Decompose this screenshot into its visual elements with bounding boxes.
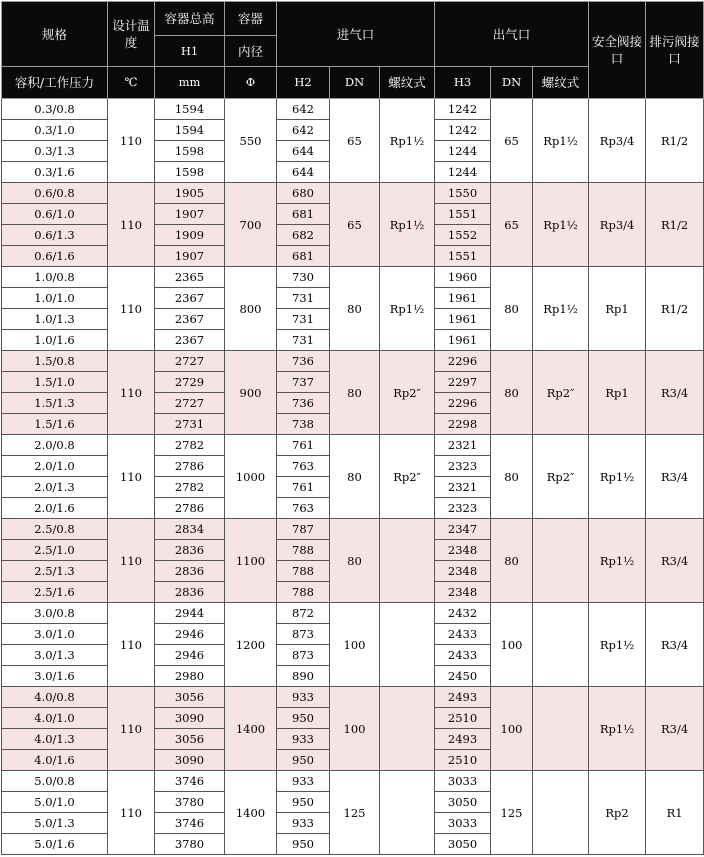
h1-cell: 1907 xyxy=(155,246,225,267)
table-header xyxy=(2,2,704,99)
spec-cell: 2.0/0.8 xyxy=(2,435,108,456)
header-inner-diameter: 内径 xyxy=(225,36,277,67)
h3-cell: 2347 xyxy=(435,519,491,540)
outlet-dn-cell: 65 xyxy=(491,183,533,267)
h1-cell: 3090 xyxy=(155,708,225,729)
header-outlet: 出气口 xyxy=(435,2,589,67)
inlet-dn-cell: 65 xyxy=(330,99,380,183)
design-temp-cell: 110 xyxy=(108,519,155,603)
h2-cell: 736 xyxy=(277,393,330,414)
inlet-thread-cell xyxy=(380,603,435,687)
h1-cell: 3780 xyxy=(155,834,225,855)
header-inlet: 进气口 xyxy=(277,2,435,67)
h3-cell: 1551 xyxy=(435,246,491,267)
inlet-dn-cell: 80 xyxy=(330,519,380,603)
header-spec: 规格 xyxy=(2,2,108,67)
inner-diameter-cell: 1200 xyxy=(225,603,277,687)
h1-cell: 3090 xyxy=(155,750,225,771)
inner-diameter-cell: 1100 xyxy=(225,519,277,603)
h1-cell: 1907 xyxy=(155,204,225,225)
h1-cell: 2786 xyxy=(155,498,225,519)
outlet-dn-cell: 125 xyxy=(491,771,533,855)
h2-cell: 950 xyxy=(277,750,330,771)
drain-valve-cell: R1 xyxy=(646,771,704,855)
table-row xyxy=(2,519,704,540)
h2-cell: 788 xyxy=(277,561,330,582)
inlet-thread-cell xyxy=(380,771,435,855)
h1-cell: 3746 xyxy=(155,813,225,834)
spec-group xyxy=(2,519,704,603)
h3-cell: 2297 xyxy=(435,372,491,393)
outlet-thread-cell: Rp1½ xyxy=(533,267,589,351)
h2-cell: 730 xyxy=(277,267,330,288)
spec-cell: 1.0/1.0 xyxy=(2,288,108,309)
table-row xyxy=(2,603,704,624)
h1-cell: 3056 xyxy=(155,729,225,750)
header-mm: mm xyxy=(155,67,225,99)
header-inlet-thread: 螺纹式 xyxy=(380,67,435,99)
spec-cell: 3.0/1.3 xyxy=(2,645,108,666)
inlet-dn-cell: 80 xyxy=(330,351,380,435)
h3-cell: 2298 xyxy=(435,414,491,435)
outlet-dn-cell: 65 xyxy=(491,99,533,183)
table-row xyxy=(2,771,704,792)
h3-cell: 1244 xyxy=(435,141,491,162)
h1-cell: 3746 xyxy=(155,771,225,792)
inner-diameter-cell: 700 xyxy=(225,183,277,267)
h1-cell: 2367 xyxy=(155,288,225,309)
h3-cell: 2432 xyxy=(435,603,491,624)
spec-group xyxy=(2,771,704,855)
h3-cell: 2321 xyxy=(435,477,491,498)
inlet-dn-cell: 125 xyxy=(330,771,380,855)
h2-cell: 731 xyxy=(277,330,330,351)
outlet-thread-cell: Rp2″ xyxy=(533,435,589,519)
spec-cell: 1.5/1.6 xyxy=(2,414,108,435)
h3-cell: 2321 xyxy=(435,435,491,456)
table-row xyxy=(2,99,704,120)
spec-cell: 2.5/1.0 xyxy=(2,540,108,561)
h2-cell: 873 xyxy=(277,624,330,645)
h3-cell: 3050 xyxy=(435,834,491,855)
h2-cell: 682 xyxy=(277,225,330,246)
h3-cell: 2510 xyxy=(435,708,491,729)
drain-valve-cell: R3/4 xyxy=(646,435,704,519)
spec-cell: 2.0/1.0 xyxy=(2,456,108,477)
spec-group xyxy=(2,687,704,771)
h3-cell: 1552 xyxy=(435,225,491,246)
table-row xyxy=(2,183,704,204)
h2-cell: 731 xyxy=(277,288,330,309)
inlet-dn-cell: 100 xyxy=(330,687,380,771)
spec-cell: 0.3/1.6 xyxy=(2,162,108,183)
h2-cell: 787 xyxy=(277,519,330,540)
header-outlet-thread: 螺纹式 xyxy=(533,67,589,99)
spec-cell: 2.5/1.6 xyxy=(2,582,108,603)
drain-valve-cell: R1/2 xyxy=(646,267,704,351)
h2-cell: 890 xyxy=(277,666,330,687)
spec-cell: 1.5/1.0 xyxy=(2,372,108,393)
spec-cell: 3.0/1.6 xyxy=(2,666,108,687)
outlet-dn-cell: 100 xyxy=(491,687,533,771)
h2-cell: 642 xyxy=(277,120,330,141)
inlet-dn-cell: 80 xyxy=(330,435,380,519)
header-h2: H2 xyxy=(277,67,330,99)
h1-cell: 2946 xyxy=(155,624,225,645)
safety-valve-cell: Rp1½ xyxy=(589,519,646,603)
h3-cell: 1961 xyxy=(435,288,491,309)
spec-cell: 5.0/1.0 xyxy=(2,792,108,813)
h1-cell: 2782 xyxy=(155,477,225,498)
inlet-thread-cell xyxy=(380,519,435,603)
spec-cell: 2.5/0.8 xyxy=(2,519,108,540)
table-row xyxy=(2,351,704,372)
h3-cell: 1961 xyxy=(435,309,491,330)
spec-group xyxy=(2,603,704,687)
h2-cell: 681 xyxy=(277,204,330,225)
design-temp-cell: 110 xyxy=(108,267,155,351)
outlet-thread-cell xyxy=(533,771,589,855)
spec-group xyxy=(2,351,704,435)
h3-cell: 2348 xyxy=(435,561,491,582)
spec-cell: 0.3/1.0 xyxy=(2,120,108,141)
spec-cell: 3.0/1.0 xyxy=(2,624,108,645)
header-celsius: ℃ xyxy=(108,67,155,99)
spec-cell: 0.3/0.8 xyxy=(2,99,108,120)
h2-cell: 738 xyxy=(277,414,330,435)
h2-cell: 763 xyxy=(277,498,330,519)
outlet-dn-cell: 80 xyxy=(491,351,533,435)
h2-cell: 736 xyxy=(277,351,330,372)
h1-cell: 2786 xyxy=(155,456,225,477)
inlet-thread-cell: Rp2″ xyxy=(380,351,435,435)
h2-cell: 642 xyxy=(277,99,330,120)
spec-cell: 0.6/0.8 xyxy=(2,183,108,204)
design-temp-cell: 110 xyxy=(108,603,155,687)
safety-valve-cell: Rp3/4 xyxy=(589,99,646,183)
outlet-thread-cell xyxy=(533,603,589,687)
h1-cell: 2367 xyxy=(155,330,225,351)
h1-cell: 2727 xyxy=(155,351,225,372)
spec-cell: 1.5/0.8 xyxy=(2,351,108,372)
h1-cell: 2946 xyxy=(155,645,225,666)
h2-cell: 873 xyxy=(277,645,330,666)
h2-cell: 950 xyxy=(277,792,330,813)
spec-cell: 3.0/0.8 xyxy=(2,603,108,624)
spec-cell: 0.6/1.0 xyxy=(2,204,108,225)
safety-valve-cell: Rp2 xyxy=(589,771,646,855)
inlet-dn-cell: 65 xyxy=(330,183,380,267)
h1-cell: 2367 xyxy=(155,309,225,330)
h1-cell: 2727 xyxy=(155,393,225,414)
h2-cell: 763 xyxy=(277,456,330,477)
h1-cell: 3780 xyxy=(155,792,225,813)
header-design-temp: 设计温度 xyxy=(108,2,155,67)
h3-cell: 2493 xyxy=(435,687,491,708)
h1-cell: 2782 xyxy=(155,435,225,456)
h3-cell: 2323 xyxy=(435,456,491,477)
outlet-dn-cell: 80 xyxy=(491,519,533,603)
header-h3: H3 xyxy=(435,67,491,99)
inlet-thread-cell xyxy=(380,687,435,771)
h3-cell: 1242 xyxy=(435,120,491,141)
h1-cell: 2980 xyxy=(155,666,225,687)
spec-group xyxy=(2,183,704,267)
drain-valve-cell: R3/4 xyxy=(646,519,704,603)
h2-cell: 761 xyxy=(277,477,330,498)
spec-group xyxy=(2,435,704,519)
inner-diameter-cell: 1400 xyxy=(225,771,277,855)
h1-cell: 1598 xyxy=(155,162,225,183)
drain-valve-cell: R3/4 xyxy=(646,603,704,687)
h3-cell: 2433 xyxy=(435,645,491,666)
h2-cell: 788 xyxy=(277,540,330,561)
outlet-thread-cell: Rp1½ xyxy=(533,183,589,267)
spec-cell: 4.0/1.0 xyxy=(2,708,108,729)
outlet-thread-cell: Rp2″ xyxy=(533,351,589,435)
spec-cell: 5.0/1.3 xyxy=(2,813,108,834)
h2-cell: 737 xyxy=(277,372,330,393)
inner-diameter-cell: 550 xyxy=(225,99,277,183)
drain-valve-cell: R3/4 xyxy=(646,687,704,771)
h2-cell: 681 xyxy=(277,246,330,267)
spec-cell: 1.0/1.3 xyxy=(2,309,108,330)
inlet-thread-cell: Rp2″ xyxy=(380,435,435,519)
h3-cell: 2450 xyxy=(435,666,491,687)
h3-cell: 2493 xyxy=(435,729,491,750)
h2-cell: 644 xyxy=(277,162,330,183)
header-volume-pressure: 容积/工作压力 xyxy=(2,67,108,99)
inlet-dn-cell: 100 xyxy=(330,603,380,687)
h1-cell: 1598 xyxy=(155,141,225,162)
h1-cell: 2944 xyxy=(155,603,225,624)
h3-cell: 2296 xyxy=(435,351,491,372)
h1-cell: 1909 xyxy=(155,225,225,246)
spec-cell: 5.0/1.6 xyxy=(2,834,108,855)
h3-cell: 1242 xyxy=(435,99,491,120)
h3-cell: 2433 xyxy=(435,624,491,645)
h2-cell: 680 xyxy=(277,183,330,204)
spec-group xyxy=(2,267,704,351)
h3-cell: 2296 xyxy=(435,393,491,414)
h1-cell: 2836 xyxy=(155,561,225,582)
h3-cell: 3050 xyxy=(435,792,491,813)
safety-valve-cell: Rp1 xyxy=(589,351,646,435)
table-row xyxy=(2,687,704,708)
design-temp-cell: 110 xyxy=(108,183,155,267)
header-drain-valve: 排污阀接口 xyxy=(646,2,704,99)
safety-valve-cell: Rp1 xyxy=(589,267,646,351)
inner-diameter-cell: 1400 xyxy=(225,687,277,771)
outlet-dn-cell: 80 xyxy=(491,435,533,519)
h2-cell: 933 xyxy=(277,687,330,708)
h3-cell: 3033 xyxy=(435,813,491,834)
spec-cell: 1.5/1.3 xyxy=(2,393,108,414)
h1-cell: 2836 xyxy=(155,540,225,561)
h2-cell: 933 xyxy=(277,771,330,792)
h3-cell: 1961 xyxy=(435,330,491,351)
design-temp-cell: 110 xyxy=(108,99,155,183)
inlet-dn-cell: 80 xyxy=(330,267,380,351)
spec-table xyxy=(1,1,704,855)
spec-cell: 1.0/0.8 xyxy=(2,267,108,288)
h1-cell: 2731 xyxy=(155,414,225,435)
design-temp-cell: 110 xyxy=(108,435,155,519)
spec-group xyxy=(2,99,704,183)
spec-cell: 4.0/1.6 xyxy=(2,750,108,771)
h3-cell: 1550 xyxy=(435,183,491,204)
h3-cell: 2510 xyxy=(435,750,491,771)
safety-valve-cell: Rp1½ xyxy=(589,603,646,687)
h3-cell: 1960 xyxy=(435,267,491,288)
spec-cell: 4.0/0.8 xyxy=(2,687,108,708)
h2-cell: 761 xyxy=(277,435,330,456)
h3-cell: 3033 xyxy=(435,771,491,792)
header-safety-valve: 安全阀接口 xyxy=(589,2,646,99)
drain-valve-cell: R1/2 xyxy=(646,99,704,183)
drain-valve-cell: R3/4 xyxy=(646,351,704,435)
h2-cell: 731 xyxy=(277,309,330,330)
h1-cell: 2834 xyxy=(155,519,225,540)
h1-cell: 2836 xyxy=(155,582,225,603)
inner-diameter-cell: 800 xyxy=(225,267,277,351)
h2-cell: 872 xyxy=(277,603,330,624)
safety-valve-cell: Rp1½ xyxy=(589,687,646,771)
h1-cell: 2365 xyxy=(155,267,225,288)
outlet-dn-cell: 100 xyxy=(491,603,533,687)
header-inlet-dn: DN xyxy=(330,67,380,99)
design-temp-cell: 110 xyxy=(108,771,155,855)
h1-cell: 3056 xyxy=(155,687,225,708)
table-row xyxy=(2,435,704,456)
safety-valve-cell: Rp1½ xyxy=(589,435,646,519)
h3-cell: 2348 xyxy=(435,540,491,561)
h2-cell: 950 xyxy=(277,834,330,855)
outlet-thread-cell xyxy=(533,519,589,603)
outlet-dn-cell: 80 xyxy=(491,267,533,351)
inlet-thread-cell: Rp1½ xyxy=(380,267,435,351)
spec-cell: 2.0/1.3 xyxy=(2,477,108,498)
header-container: 容器 xyxy=(225,2,277,36)
header-outlet-dn: DN xyxy=(491,67,533,99)
drain-valve-cell: R1/2 xyxy=(646,183,704,267)
spec-cell: 0.3/1.3 xyxy=(2,141,108,162)
outlet-thread-cell: Rp1½ xyxy=(533,99,589,183)
h3-cell: 2348 xyxy=(435,582,491,603)
h1-cell: 1905 xyxy=(155,183,225,204)
h2-cell: 644 xyxy=(277,141,330,162)
h2-cell: 933 xyxy=(277,729,330,750)
inner-diameter-cell: 900 xyxy=(225,351,277,435)
spec-cell: 2.0/1.6 xyxy=(2,498,108,519)
spec-cell: 0.6/1.6 xyxy=(2,246,108,267)
header-total-height: 容器总高 xyxy=(155,2,225,36)
h2-cell: 788 xyxy=(277,582,330,603)
h1-cell: 2729 xyxy=(155,372,225,393)
h3-cell: 1244 xyxy=(435,162,491,183)
h3-cell: 1551 xyxy=(435,204,491,225)
spec-cell: 5.0/0.8 xyxy=(2,771,108,792)
h3-cell: 2323 xyxy=(435,498,491,519)
h1-cell: 1594 xyxy=(155,120,225,141)
spec-cell: 2.5/1.3 xyxy=(2,561,108,582)
h2-cell: 950 xyxy=(277,708,330,729)
inlet-thread-cell: Rp1½ xyxy=(380,99,435,183)
spec-cell: 4.0/1.3 xyxy=(2,729,108,750)
h2-cell: 933 xyxy=(277,813,330,834)
safety-valve-cell: Rp3/4 xyxy=(589,183,646,267)
outlet-thread-cell xyxy=(533,687,589,771)
design-temp-cell: 110 xyxy=(108,351,155,435)
spec-cell: 1.0/1.6 xyxy=(2,330,108,351)
inlet-thread-cell: Rp1½ xyxy=(380,183,435,267)
table-row xyxy=(2,267,704,288)
header-h1: H1 xyxy=(155,36,225,67)
h1-cell: 1594 xyxy=(155,99,225,120)
design-temp-cell: 110 xyxy=(108,687,155,771)
header-phi: Φ xyxy=(225,67,277,99)
spec-cell: 0.6/1.3 xyxy=(2,225,108,246)
inner-diameter-cell: 1000 xyxy=(225,435,277,519)
